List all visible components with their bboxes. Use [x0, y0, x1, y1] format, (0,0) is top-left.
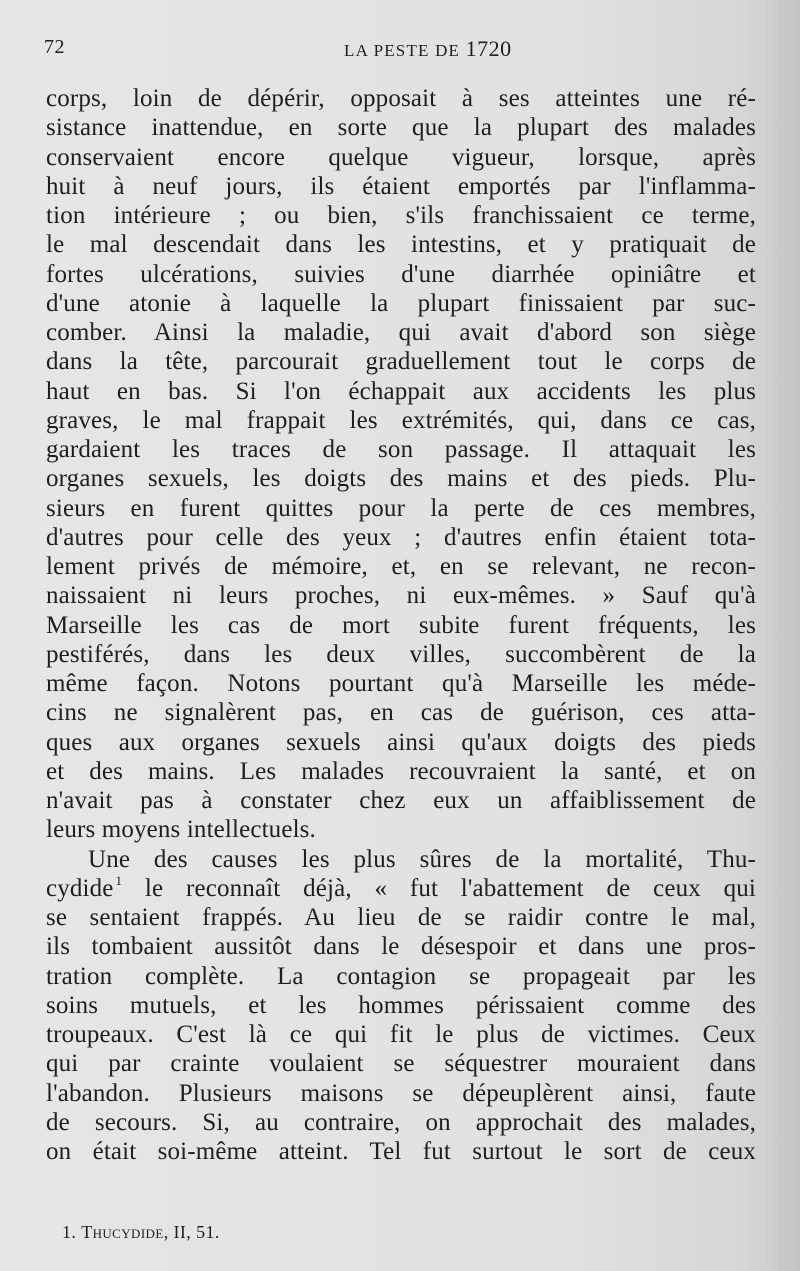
text-line: même façon. Notons pourtant qu'à Marseille les méde-: [46, 670, 756, 697]
text-line: sistance inattendue, en sorte que la plupart des malades: [46, 114, 756, 142]
text-line: conservaient encore quelque vigueur, lorsque, après: [46, 143, 756, 171]
text-line: dans la tête, parcourait graduellement tout le corps de: [46, 348, 756, 376]
text-line: et des mains. Les malades recouvraient la santé, et on: [46, 757, 756, 785]
text-line: naissaient ni leurs proches, ni eux-mêmes. » Sauf qu'à: [46, 582, 756, 610]
text-line: tration complète. La contagion se propageait par les: [46, 962, 756, 990]
text-line: Marseille les cas de mort subite furent fréquents, les: [46, 611, 756, 639]
text-line: cins ne signalèrent pas, en cas de guérison, ces atta-: [46, 699, 756, 727]
page-header: [44, 36, 754, 62]
footnote-author: Thucydide: [81, 1222, 164, 1242]
text-line: corps, loin de dépérir, opposait à ses atteintes une ré-: [46, 85, 756, 112]
text-line: ques aux organes sexuels ainsi qu'aux doigts des pieds: [46, 728, 756, 756]
text-line: haut en bas. Si l'on échappait aux accidents les plus: [46, 377, 756, 405]
footnote-reference: , II, 51.: [163, 1222, 220, 1242]
text-line: fortes ulcérations, suivies d'une diarrhée opiniâtre et: [46, 260, 756, 288]
text-line: leurs moyens intellectuels.: [46, 816, 316, 844]
text-fragment: le reconnaît déjà, « fut l'abattement de ceux qui: [122, 874, 756, 902]
running-head-title: LA PESTE DE: [344, 41, 466, 60]
text-line: qui par crainte voulaient se séquestrer mouraient dans: [46, 1050, 756, 1078]
text-line: tion intérieure ; ou bien, s'ils franchissaient ce terme,: [46, 202, 756, 229]
running-head: [344, 36, 512, 62]
text-line: pestiférés, dans les deux villes, succombèrent de la: [46, 640, 756, 668]
footnote-number: 1.: [62, 1222, 82, 1242]
running-head-year: 1720: [465, 36, 512, 61]
text-line: l'abandon. Plusieurs maisons se dépeuplèrent ainsi, faute: [46, 1079, 756, 1107]
text-line: d'une atonie à laquelle la plupart finissaient par suc-: [46, 289, 756, 317]
text-line: soins mutuels, et les hommes périssaient comme des: [46, 991, 756, 1019]
text-line: troupeaux. C'est là ce qui fit le plus de victimes. Ceux: [46, 1021, 756, 1048]
page-number: 72: [44, 36, 65, 58]
text-line: de secours. Si, au contraire, on approchait des malades,: [46, 1108, 756, 1136]
text-line: n'avait pas à constater chez eux un affaiblissement de: [46, 787, 756, 814]
text-line: Une des causes les plus sûres de la mortalité, Thu-: [88, 845, 756, 873]
text-line: organes sexuels, les doigts des mains et des pieds. Plu-: [46, 465, 756, 493]
text-line: se sentaient frappés. Au lieu de se raidir contre le mal,: [46, 904, 756, 931]
text-line: le mal descendait dans les intestins, et y pratiquait de: [46, 231, 756, 259]
footnote-marker: 1: [115, 873, 123, 889]
text-line: graves, le mal frappait les extrémités, qui, dans ce cas,: [46, 406, 756, 434]
text-line: sieurs en furent quittes pour la perte de ces membres,: [46, 494, 756, 522]
text-line: huit à neuf jours, ils étaient emportés par l'inflamma-: [46, 172, 756, 200]
text-line: d'autres pour celle des yeux ; d'autres enfin étaient tota-: [46, 523, 756, 551]
text-line-with-footnote-ref: [46, 874, 756, 903]
text-line: comber. Ainsi la maladie, qui avait d'abord son siège: [46, 319, 756, 346]
text-fragment: cydide: [46, 874, 114, 902]
body-text: [46, 84, 756, 1166]
text-line: gardaient les traces de son passage. Il attaquait les: [46, 436, 756, 463]
text-line: lement privés de mémoire, et, en se relevant, ne recon-: [46, 553, 756, 580]
text-line: on était soi-même atteint. Tel fut surtout le sort de ceux: [46, 1138, 756, 1165]
footnote: [62, 1222, 220, 1243]
text-line: ils tombaient aussitôt dans le désespoir et dans une pros-: [46, 933, 756, 961]
